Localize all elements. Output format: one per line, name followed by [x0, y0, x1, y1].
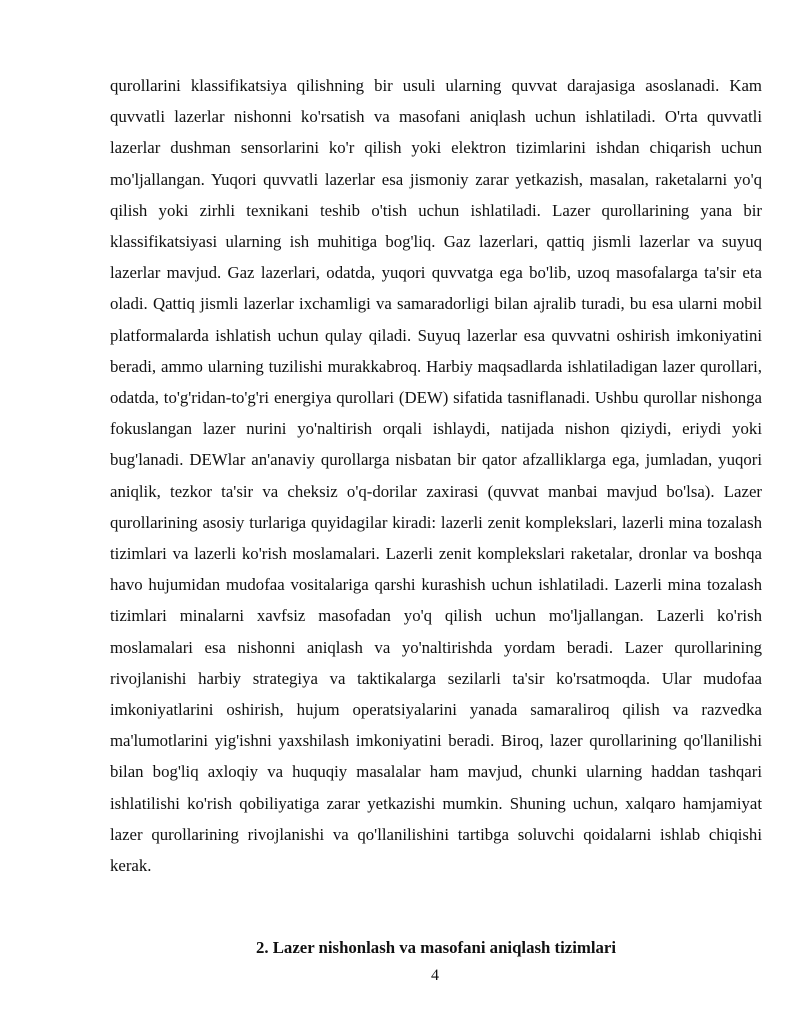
page-number: 4 [431, 967, 439, 984]
document-page [110, 70, 762, 881]
section-heading: 2. Lazer nishonlash va masofani aniqlash tizimlari [255, 938, 617, 957]
body-paragraph: qurollarini klassifikatsiya qilishning bir usuli ularning quvvat darajasiga asoslanadi. Kam quvvatli lazerlar nishonni ko'rsatish va masofani aniqlash uchun ishlatiladi. O'rta quvvatli lazerlar dushman sensorlarini ko'r qilish yoki elektron tizimlarini ishdan chiqarish uchun mo'ljallangan. Yuqori quvvatli lazerlar esa jismoniy zarar yetkazish, masalan, raketalarni yo'q qilish yoki zirhli texnikani teshib o'tish uchun ishlatiladi. Lazer qurollarining yana bir klassifikatsiyasi ularning ish muhitiga bog'liq. Gaz lazerlari, qattiq jismli lazerlar va suyuq lazerlar mavjud. Gaz lazerlari, odatda, yuqori quvvatga ega bo'lib, uzoq masofalarga ta'sir eta oladi. Qattiq jismli lazerlar ixchamligi va samaradorligi bilan ajralib turadi, bu esa ularni mobil platformalarda ishlatish uchun qulay qiladi. Suyuq lazerlar esa quvvatni oshirish imkoniyatini beradi, ammo ularning tuzilishi murakkabroq. Harbiy maqsadlarda ishlatiladigan lazer qurollari, odatda, to'g'ridan-to'g'ri energiya qurollari (DEW) sifatida tasniflanadi. Ushbu qurollar nishonga fokuslangan lazer nurini yo'naltirish orqali ishlaydi, natijada nishon qiziydi, eriydi yoki bug'lanadi. DEWlar an'anaviy qurollarga nisbatan bir qator afzalliklarga ega, jumladan, yuqori aniqlik, tezkor ta'sir va cheksiz o'q-dorilar zaxirasi (quvvat manbai mavjud bo'lsa). Lazer qurollarining asosiy turlariga quyidagilar kiradi: lazerli zenit komplekslari, lazerli mina tozalash tizimlari va lazerli ko'rish moslamalari. Lazerli zenit komplekslari raketalar, dronlar va boshqa havo hujumidan mudofaa vositalariga qarshi kurashish uchun ishlatiladi. Lazerli mina tozalash tizimlari minalarni xavfsiz masofadan yo'q qilish uchun mo'ljallangan. Lazerli ko'rish moslamalari esa nishonni aniqlash va yo'naltirishda yordam beradi. Lazer qurollarining rivojlanishi harbiy strategiya va taktikalarga sezilarli ta'sir ko'rsatmoqda. Ular mudofaa imkoniyatlarini oshirish, hujum operatsiyalarini yanada samaraliroq qilish va razvedka ma'lumotlarini yig'ishni yaxshilash imkoniyatini beradi. Biroq, lazer qurollarining qo'llanilishi bilan bog'liq axloqiy va huquqiy masalalar ham mavjud, chunki ularning haddan tashqari ishlatilishi ko'rish qobiliyatiga zarar yetkazishi mumkin. Shuning uchun, xalqaro hamjamiyat lazer qurollarining rivojlanishi va qo'llanilishini tartibga soluvchi qoidalarni ishlab chiqishi kerak. [110, 76, 762, 876]
